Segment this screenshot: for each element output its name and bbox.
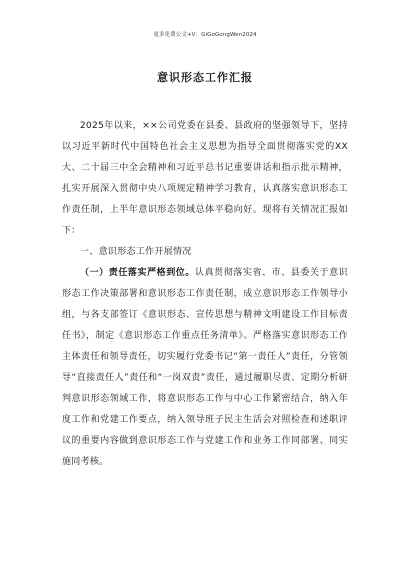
header-note: 更多免费公文+V：GiGoGongWen2024 [153,32,257,38]
subsection-label: （一）责任落实严格到位。 [80,268,195,278]
subsection-text: 认真贯彻落实省、市、县委关于意识形态工作决策部署和意识形态工作责任制，成立意识形态工作领导小组，与各支部签订《意识形态、宣传思想与精神文明建设工作目标责任书》，制定《意识形态工作重点任务清单》。严格落实意识形态工作主体责任和领导责任，切实履行党委书记“第一责任人”责任，分管领导“直接责任人”责任和“一岗双责”责任，通过履职尽责、定期分析研判意识形态领域工作，将意识形态工作与中心工作紧密结合，纳入年度工作和党建工作要点，纳入领导班子民主生活会对照检查和述职评议的重要内容做到意识形态工作与党建工作和业务工作同部署、同实施同考核。 [62,268,348,467]
document-title: 意识形态工作汇报 [157,71,253,84]
subsection-paragraph [62,263,348,473]
section-heading: 一、意识形态工作开展情况 [80,247,192,257]
document-body [62,116,348,473]
intro-paragraph: 2025年以来，××公司党委在县委、县政府的坚强领导下，坚持以习近平新时代中国特色社会主义思想为指导全面贯彻落实党的XX大、二十届三中全会精神和习近平总书记重要讲话和指示批示精神，扎实开展深入贯彻中央八项规定精神学习教育，认真落实意识形态工作责任制，上半年意识形态领域总体平稳向好。现将有关情况汇报如下： [62,121,348,236]
